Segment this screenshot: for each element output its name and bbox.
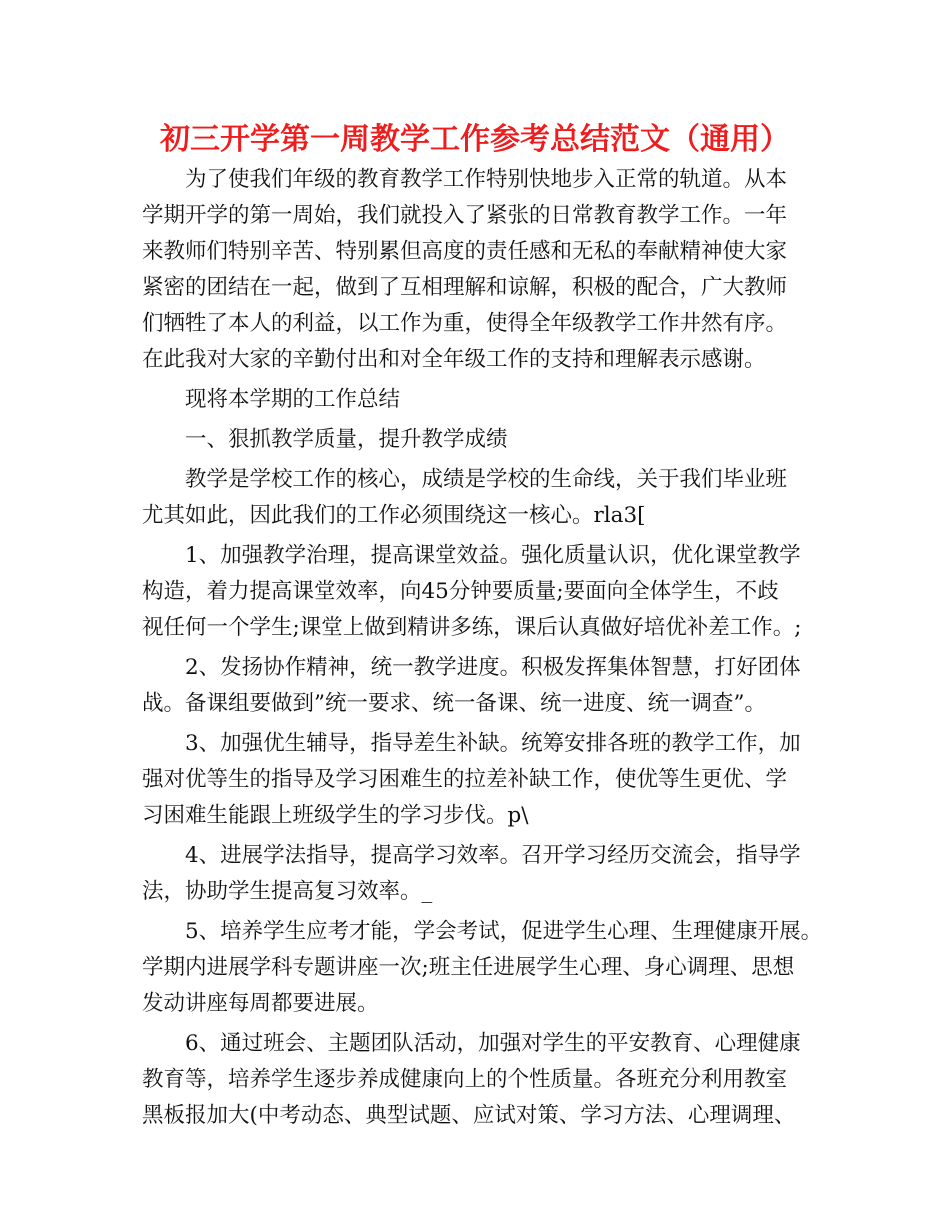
paragraph-line: 3、加强优生辅导，指导差生补缺。统筹安排各班的教学工作，加 (185, 731, 801, 756)
paragraph-line: 视任何一个学生;课堂上做到精讲多练，课后认真做好培优补差工作。; (142, 615, 802, 640)
paragraph-line: 学期开学的第一周始，我们就投入了紧张的日常教育教学工作。一年 (142, 203, 788, 228)
paragraph-line: 尤其如此，因此我们的工作必须围绕这一核心。rla3[ (142, 503, 646, 528)
paragraph-line: 来教师们特别辛苦、特别累但高度的责任感和无私的奉献精神使大家 (142, 239, 788, 264)
paragraph-line: 2、发扬协作精神，统一教学进度。积极发挥集体智慧，打好团体 (185, 655, 801, 680)
list-item-6 (142, 1026, 812, 1134)
paragraph-line: 教育等，培养学生逐步养成健康向上的个性质量。各班充分利用教室 (142, 1067, 788, 1092)
list-item-3 (142, 726, 812, 834)
paragraph-line: 6、通过班会、主题团队活动，加强对学生的平安教育、心理健康 (185, 1031, 801, 1056)
paragraph-intro (142, 162, 812, 378)
paragraph-line: 一、狠抓教学质量，提升教学成绩 (185, 427, 508, 452)
paragraph-line: 1、加强教学治理，提高课堂效益。强化质量认识，优化课堂教学 (185, 543, 801, 568)
list-item-4 (142, 838, 812, 910)
paragraph-line: 战。备课组要做到”统一要求、统一备课、统一进度、统一调查”。 (142, 691, 766, 716)
paragraph-line: 学期内进展学科专题讲座一次;班主任进展学生心理、身心调理、思想 (142, 955, 795, 980)
paragraph-summary-lead (142, 382, 812, 418)
paragraph-line: 为了使我们年级的教育教学工作特别快地步入正常的轨道。从本 (185, 167, 788, 192)
paragraph-line: 构造，着力提高课堂效率，向45分钟要质量;要面向全体学生，不歧 (142, 579, 779, 604)
paragraph-core (142, 462, 812, 534)
paragraph-line: 在此我对大家的辛勤付出和对全年级工作的支持和理解表示感谢。 (142, 347, 766, 372)
list-item-5 (142, 914, 823, 1022)
paragraph-line: 现将本学期的工作总结 (185, 387, 401, 412)
paragraph-line: 4、进展学法指导，提高学习效率。召开学习经历交流会，指导学 (185, 843, 801, 868)
paragraph-line: 强对优等生的指导及学习困难生的拉差补缺工作，使优等生更优、学 (142, 767, 788, 792)
paragraph-line: 发动讲座每周都要进展。 (142, 991, 379, 1016)
section-heading-1 (142, 422, 812, 458)
paragraph-line: 5、培养学生应考才能，学会考试，促进学生心理、生理健康开展。 (185, 919, 823, 944)
document-body (142, 162, 823, 1138)
paragraph-line: 黑板报加大(中考动态、典型试题、应试对策、学习方法、心理调理、 (142, 1103, 796, 1128)
document-title: 初三开学第一周教学工作参考总结范文（通用） (160, 122, 790, 157)
paragraph-line: 们牺牲了本人的利益，以工作为重，使得全年级教学工作井然有序。 (142, 311, 788, 336)
list-item-2 (142, 650, 812, 722)
paragraph-line: 习困难生能跟上班级学生的学习步伐。p\ (142, 803, 529, 828)
paragraph-line: 法，协助学生提高复习效率。_ (142, 879, 433, 904)
paragraph-line: 教学是学校工作的核心，成绩是学校的生命线，关于我们毕业班 (185, 467, 788, 492)
list-item-1 (142, 538, 812, 646)
paragraph-line: 紧密的团结在一起，做到了互相理解和谅解，积极的配合，广大教师 (142, 275, 788, 300)
